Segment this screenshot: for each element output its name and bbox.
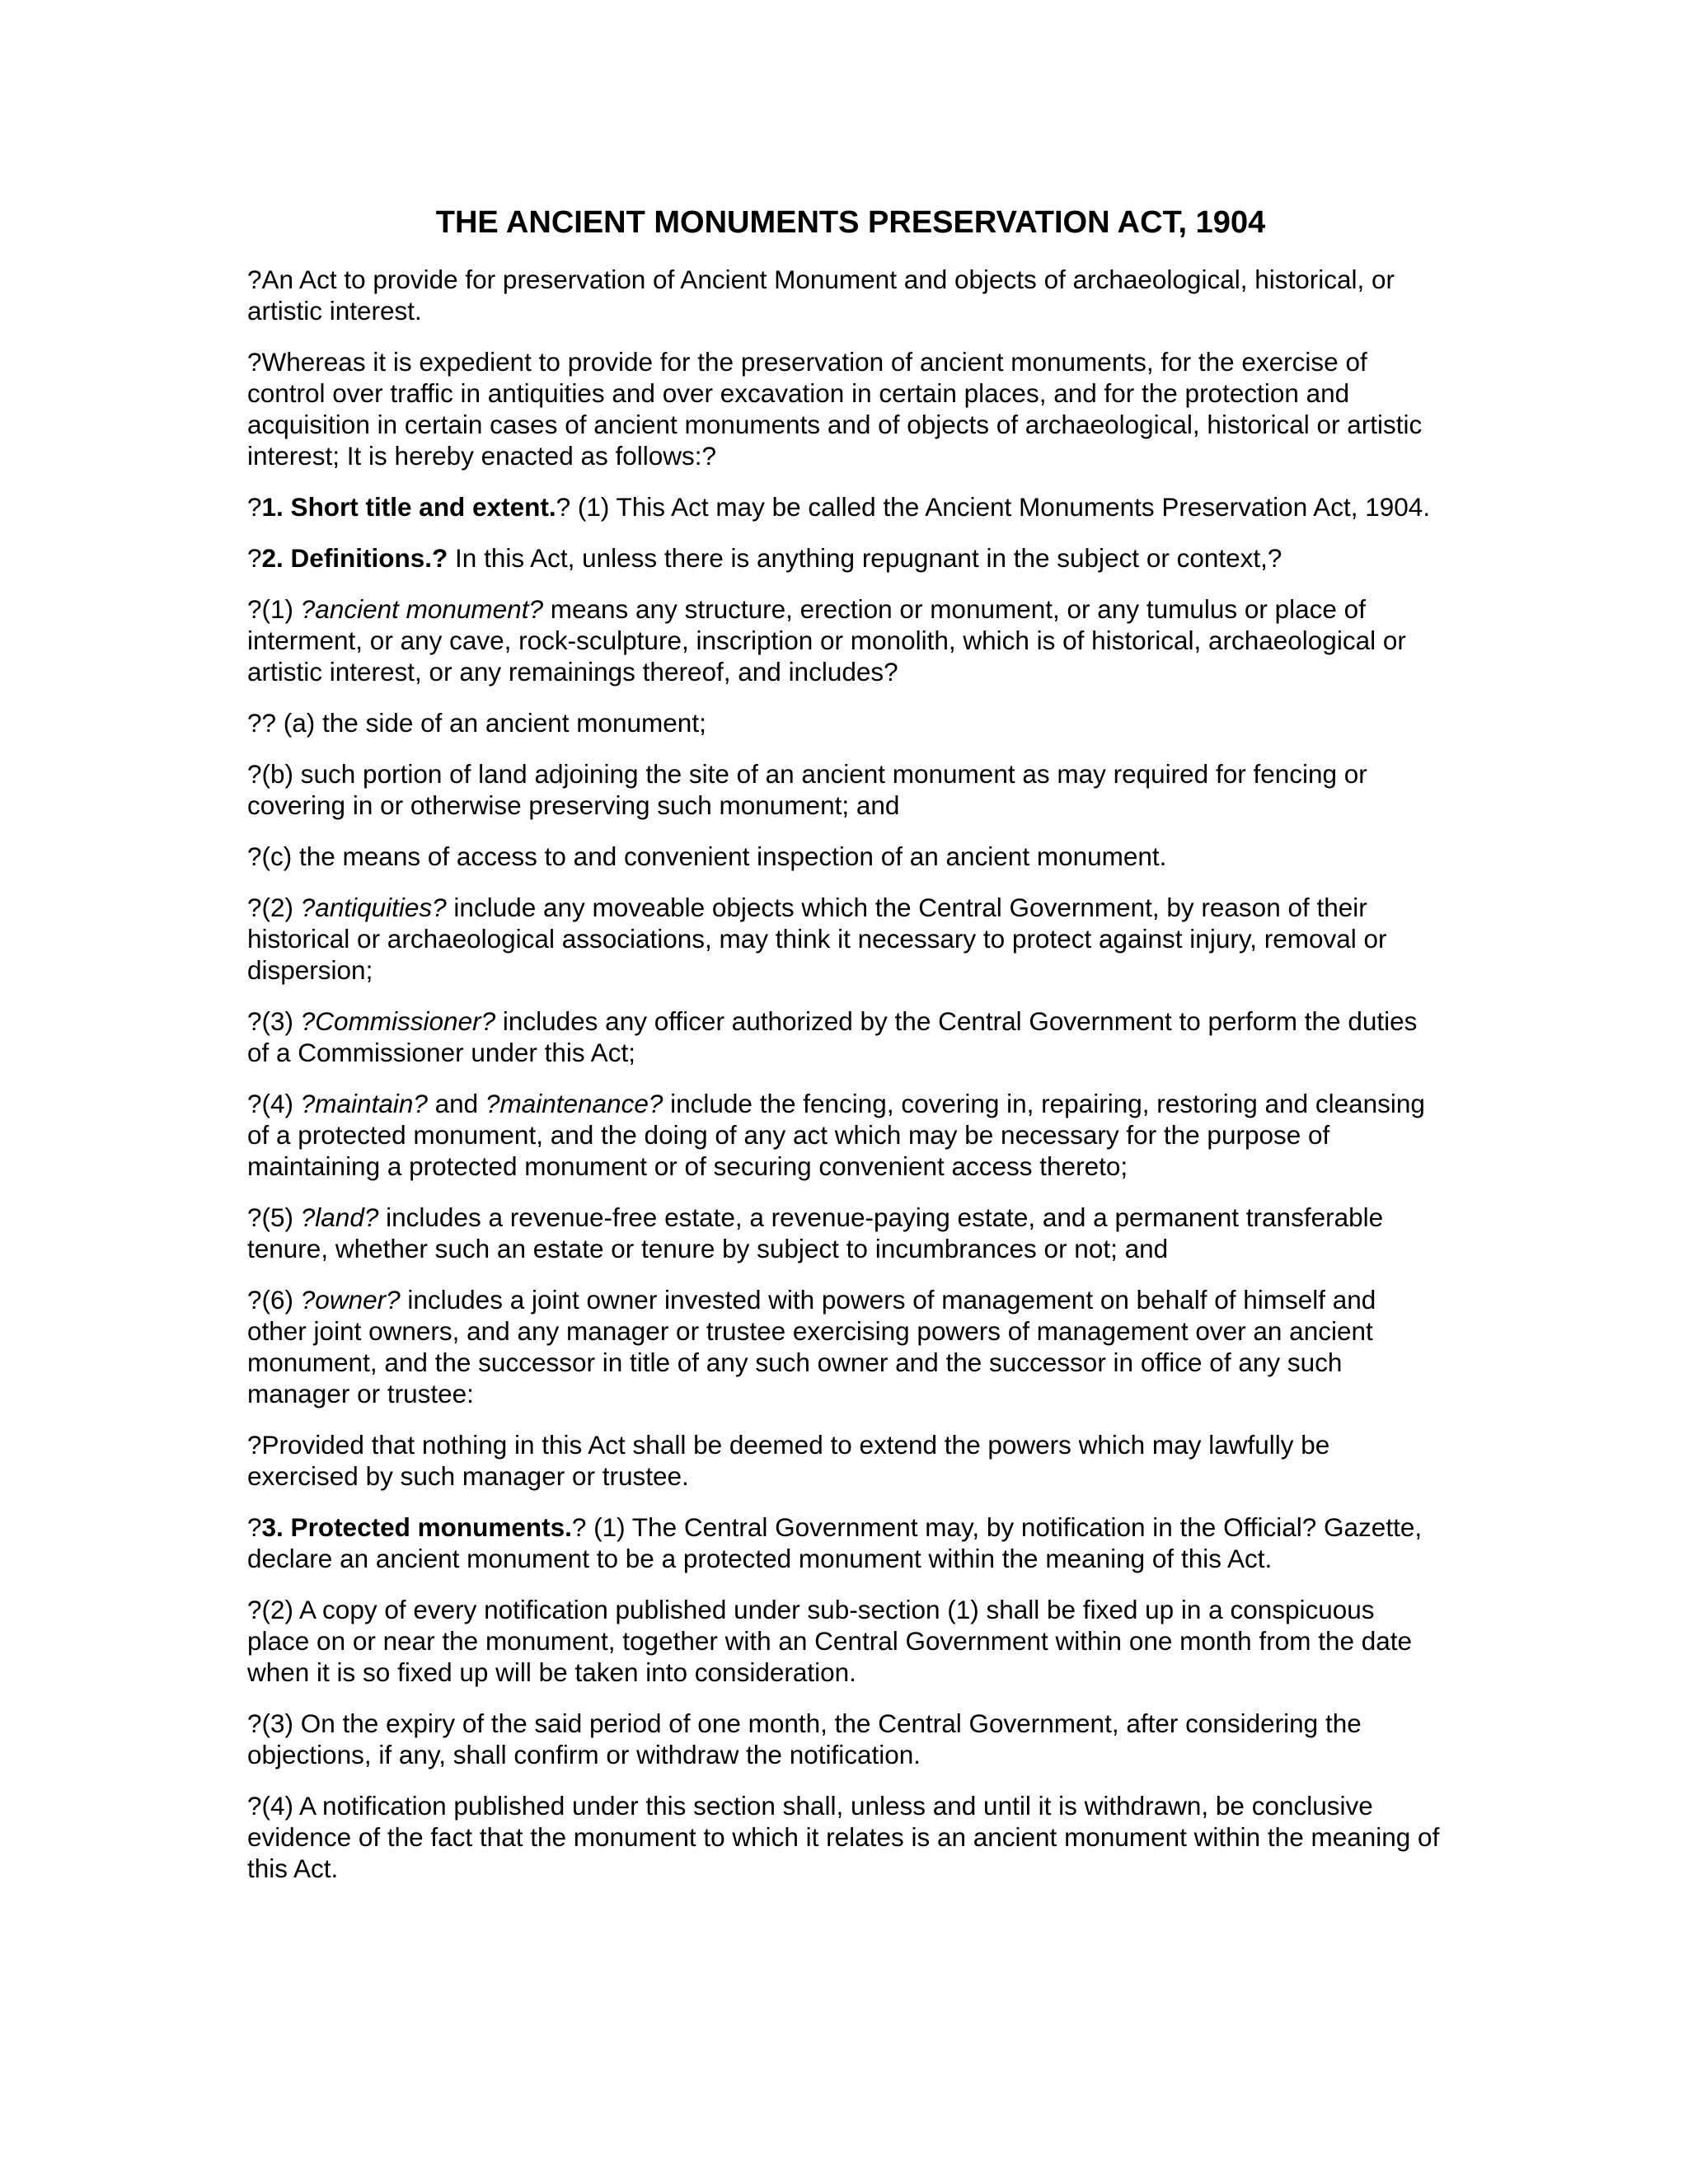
definition-1a-paragraph: ?? (a) the side of an ancient monument; xyxy=(247,708,706,738)
definition-1b-paragraph: ?(b) such portion of land adjoining the site of an ancient monument as may required for fencing or covering in or otherwise preserving such monument; and xyxy=(247,759,1367,820)
definition-5-text: includes a revenue-free estate, a revenue-paying estate, and a permanent transferable tenure, whether such an estate or tenure by subject to incumbrances or not; and xyxy=(247,1202,1384,1263)
definition-4-paragraph xyxy=(247,1088,1441,1182)
section-3-lead: ? xyxy=(247,1512,262,1542)
definition-5-number: ?(5) xyxy=(247,1202,301,1232)
definition-3-number: ?(3) xyxy=(247,1006,301,1036)
section-1-text: ? (1) This Act may be called the Ancient Monuments Preservation Act, 1904. xyxy=(556,492,1431,522)
definition-2-term: ?antiquities? xyxy=(300,893,447,922)
definition-3-term: ?Commissioner? xyxy=(300,1006,496,1036)
definition-5-term: ?land? xyxy=(300,1202,379,1232)
section-1-lead: ? xyxy=(247,492,262,522)
section-2-heading: 2. Definitions.? xyxy=(261,543,448,573)
definition-6-term: ?owner? xyxy=(300,1285,401,1315)
definition-1c-paragraph: ?(c) the means of access to and convenient inspection of an ancient monument. xyxy=(247,841,1167,871)
definition-4-conjunction: and xyxy=(427,1089,485,1118)
definition-2-paragraph xyxy=(247,892,1441,986)
definition-1-text: means any structure, erection or monument, or any tumulus or place of interment, or any cave, rock-sculpture, inscription or monolith, which is of historical, archaeological or artistic interest, or any remainings thereof, and includes? xyxy=(247,594,1406,687)
section-1-heading: 1. Short title and extent. xyxy=(261,492,556,522)
proviso-paragraph: ?Provided that nothing in this Act shall be deemed to extend the powers which may lawfully be exercised by such manager or trustee. xyxy=(247,1430,1330,1491)
definition-4-term-2: ?maintenance? xyxy=(485,1089,663,1118)
definition-1-number: ?(1) xyxy=(247,594,301,624)
definition-5-paragraph xyxy=(247,1202,1441,1264)
definition-4-term: ?maintain? xyxy=(300,1089,428,1118)
definition-6-paragraph xyxy=(247,1284,1441,1409)
definition-4-text: include the fencing, covering in, repairing, restoring and cleansing of a protected monument, and the doing of any act which may be necessary for the purpose of maintaining a protected monument or of securing convenient access thereto; xyxy=(247,1089,1425,1181)
section-2-paragraph xyxy=(247,542,1441,574)
section-2-lead: ? xyxy=(247,543,262,573)
section-3-4-paragraph: ?(4) A notification published under this section shall, unless and until it is withdrawn, be conclusive evidence of the fact that the monument to which it relates is an ancient monument within the meaning of this Act. xyxy=(247,1791,1440,1883)
definition-6-number: ?(6) xyxy=(247,1285,301,1315)
definition-2-number: ?(2) xyxy=(247,893,301,922)
definition-4-number: ?(4) xyxy=(247,1089,301,1118)
section-3-heading: 3. Protected monuments. xyxy=(261,1512,572,1542)
definition-3-paragraph xyxy=(247,1005,1441,1068)
whereas-paragraph: ?Whereas it is expedient to provide for the preservation of ancient monuments, for the exercise of control over traffic in antiquities and over excavation in certain places, and for the protection and acquisition in certain cases of ancient monuments and of objects of archaeological, historical or artistic interest; It is hereby enacted as follows:? xyxy=(247,347,1423,471)
definition-1-term: ?ancient monument? xyxy=(300,594,543,624)
section-3-2-paragraph: ?(2) A copy of every notification published under sub-section (1) shall be fixed up in a conspicuous place on or near the monument, together with an Central Government within one month from the date when it is so fixed up will be taken into consideration. xyxy=(247,1595,1413,1687)
definition-2-text: include any moveable objects which the Central Government, by reason of their historical or archaeological associations, may think it necessary to protect against injury, removal or dispersion; xyxy=(247,893,1387,985)
definition-6-text: includes a joint owner invested with powers of management on behalf of himself and other joint owners, and any manager or trustee exercising powers of management over an ancient monument, and the successor in title of any such owner and the successor in office of any such manager or trustee: xyxy=(247,1285,1376,1408)
section-3-paragraph xyxy=(247,1511,1441,1574)
preamble-paragraph: ?An Act to provide for preservation of Ancient Monument and objects of archaeological, historical, or artistic interest. xyxy=(247,265,1395,326)
document-page xyxy=(247,204,1441,1904)
section-3-3-paragraph: ?(3) On the expiry of the said period of one month, the Central Government, after considering the objections, if any, shall confirm or withdraw the notification. xyxy=(247,1708,1362,1769)
section-2-text: In this Act, unless there is anything repugnant in the subject or context,? xyxy=(448,543,1282,573)
section-3-text: ? (1) The Central Government may, by notification in the Official? Gazette, declare an ancient monument to be a protected monument within the meaning of this Act. xyxy=(247,1512,1423,1573)
section-1-paragraph xyxy=(247,491,1441,523)
definition-3-text: includes any officer authorized by the Central Government to perform the duties of a Commissioner under this Act; xyxy=(247,1006,1418,1067)
definition-1-paragraph xyxy=(247,593,1441,687)
document-title: THE ANCIENT MONUMENTS PRESERVATION ACT, 1904 xyxy=(435,205,1266,240)
